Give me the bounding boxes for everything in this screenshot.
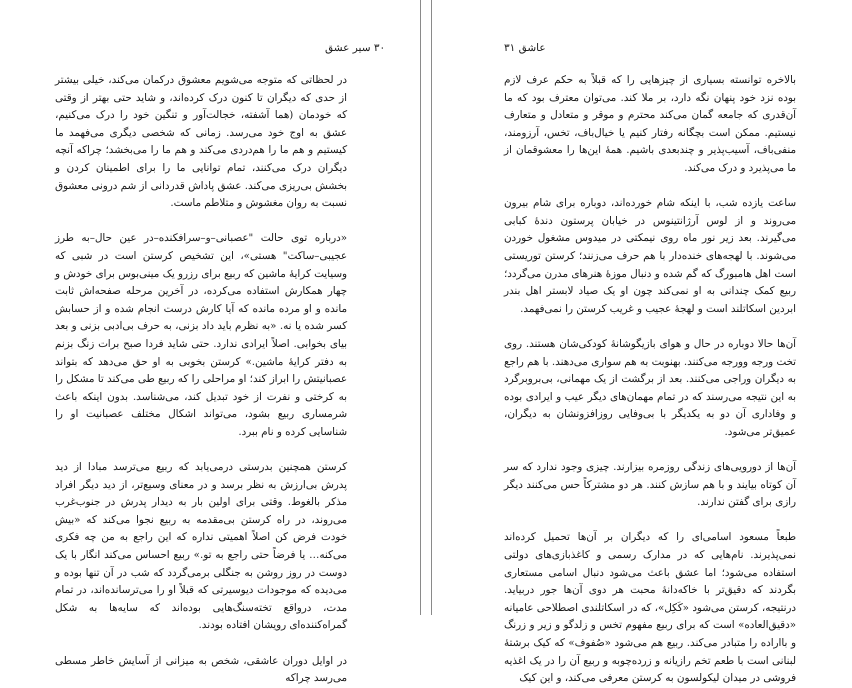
left-paragraph-2: «درباره توی حالت "عصبانی–و–سرافکنده–در عین حال–به طرز عجیبی–ساکت" هستی»، این تشخیص کرستن است در شبی که وسیایت کرایهٔ ماشین که ربیع برای رزرو یک مینی‌بوس برای خودش و چهار همکارش استفاده می‌کرده، در آخرین مرحله صفحه‌اش ثابت مانده و او مرده مانده که آیا کارش درست انجام شده و از حسابش کسر شده یا نه. «به نظرم باید داد بزنی، به حرف بی‌ادبی بزنی و بعد بیای بخوابی. اصلاً ایرادی ندارد. حتی شاید فردا صبح برات زنگ بزنم به دفتر کرایهٔ ماشین.» کرستن بخوبی به او حق می‌دهد که بتواند عصبانیتش را ابراز کند؛ او مراحلی را که ربیع طی می‌کند تا مشکل را به کرختی و نفرت از خود تبدیل کند، می‌شناسد. بدون اینکه باعث شرمساری ربیع بشود، می‌تواند اشکال مختلف عصبانیت او را شناسایی کرده و نام ببرد.: [55, 232, 347, 438]
left-paragraph-3: کرستن همچنین بدرستی درمی‌یابد که ربیع می‌ترسد مبادا از دید پدرش بی‌ارزش به نظر برسد و در معنای وسیع‌تر، از دید دیگر افراد مذکر بالغوط. وقتی برای اولین بار به دیدار پدرش در جنوب‌غرب می‌روند، در راه کرستن بی‌مقدمه به ربیع نجوا می‌کند که «بیش خودت فرض کن اصلاً اهمیتی نداره که این راجع به من چه فکری می‌کنه… یا فرضاً حتی راجع به تو.» ربیع احساس می‌کند انگار با یک دوست در روز روشن به جنگلی برمی‌گردد که شب در آن تنها بوده و می‌دیده که موجودات دیوسیرتی که قبلاً او را می‌ترسانده‌اند، در تمام مدت، درواقع تخته‌سنگ‌هایی بوده‌اند که سایه‌ها به شکل گمراه‌کننده‌ای رویشان افتاده بودند.: [55, 461, 347, 632]
page-divider-left: [420, 0, 421, 615]
left-page: [0, 0, 420, 685]
right-paragraph-4: آن‌ها از دورویی‌های زندگی روزمره بیزارند. چیزی وجود ندارد که سر آن کوتاه بیایند و با هم سازش کنند. هر دو مشترکاً حس می‌کنند دیگر رازی برای گفتن ندارند.: [504, 461, 796, 509]
right-page-header: عاشق ۳۱: [504, 42, 546, 54]
right-paragraph-5: طبعاً مسعود اسامی‌ای را که دیگران بر آن‌ها تحمیل کرده‌اند نمی‌پذیرند. نام‌هایی که در مدارک رسمی و کاغذبازی‌های دولتی استفاده می‌شود؛ اما عشق باعث می‌شود دنبال اسامی مستعاری بگردند که دقیق‌تر با خاکه‌دانهٔ محبت هر دوی آن‌ها جور دربیاید. درنتیجه، کرستن می‌شود «کَکِل»، که در اسکاتلندی اصطلاحی عامیانه «دقیق‌العاده» است که برای ربیع مفهوم تخس و زلدگو و زیر و زرنگ و بااراده را متبادر می‌کند. ربیع هم می‌شود «صُفوف» که کیک برشتهٔ لبنانی است با طعم تخم رازیانه و زرده‌چوبه و ربیع آن را در یک اغذیه فروشی در میدان لیکولسون به کرستن معرفی می‌کند، و این کیک: [504, 531, 796, 685]
left-page-header: ۳۰ سیر عشق: [325, 42, 386, 54]
left-paragraph-1: در لحظاتی که متوجه می‌شویم معشوق درکمان می‌کند، خیلی بیشتر از حدی که دیگران تا کنون درک کرده‌اند، و شاید حتی بهتر از وقتی که خودمان (هما آشفته، خجالت‌آور و تنگین خود را درک می‌کنیم، عشق به اوج خود می‌رسد. زمانی که شخصی دیگری می‌فهمد ما کیستیم و هم ما را هم‌دردی می‌کند و هم ما را می‌بخشد؛ چراکه آنچه دیگران درک می‌کنند، تمام توانایی ما را برای اطمینان کردن و بخشش بی‌ریزی می‌کند. عشق پاداش قدردانی از شم درونی معشوق نسبت به روان مغشوش و متلاطم ماست.: [55, 74, 347, 210]
right-paragraph-3: آن‌ها حالا دوباره در حال و هوای بازیگوشانهٔ کودکی‌شان هستند. روی تخت ورجه وورجه می‌کنند. بهنوبت به هم سواری می‌دهند. با هم راجع به دیگران وراجی می‌کنند. بعد از برگشت از یک مهمانی، بی‌برو‌برگرد به این نتیجه می‌رسند که در تمام مهمان‌های دیگر عیب و ایرادی بوده و وفاداری آن دو به یکدیگر با بی‌وفایی روزافزونشان به دیگران، عمیق‌تر می‌شود.: [504, 337, 796, 438]
left-paragraph-4: در اوایل دوران عاشقی، شخص به میزانی از آسایش خاطر مسطی می‌رسد چراکه: [55, 654, 347, 685]
left-page-body: [55, 72, 347, 688]
right-paragraph-1: بالاخره توانسته بسیاری از چیزهایی را که قبلاً به حکم عرف لازم بوده نزد خود پنهان نگه دارد، بر ملا کند. می‌توان معترف بود که ما آن‌قدری که جامعه گمان می‌کند محترم و موقر و متعادل و متعارف نیستیم. ممکن است بچگانه رفتار کنیم یا خیال‌باف، تخس، آرزومند، منفی‌باف، آسیب‌پذیر و چندبعدی باشیم. همهٔ این‌ها را معشوقمان از ما می‌پذیرد و درک می‌کند.: [504, 74, 796, 174]
right-page-body: [504, 72, 796, 688]
right-paragraph-2: ساعت یازده شب، با اینکه شام خورده‌اند، دوباره برای شام بیرون می‌روند و از لوس آرژانتینوس در خیابان پرستون دندهٔ کبابی می‌گیرند. بعد زیر نور ماه روی نیمکتی در میدوس مشغول خوردن می‌شوند. با لهجه‌های خنده‌دار با هم حرف می‌زنند؛ کرستن توریستی است اهل هامبورگ که گم شده و دنبال موزهٔ هنرهای مدرن می‌گردد؛ ربیع کمک چندانی به او نمی‌کند چون او یک صیاد لابستر اهل بندر ابردین اسکاتلند است و لهجهٔ عجیب و غریب کرستن را نمی‌فهمد.: [504, 197, 796, 315]
right-page: [432, 0, 852, 685]
